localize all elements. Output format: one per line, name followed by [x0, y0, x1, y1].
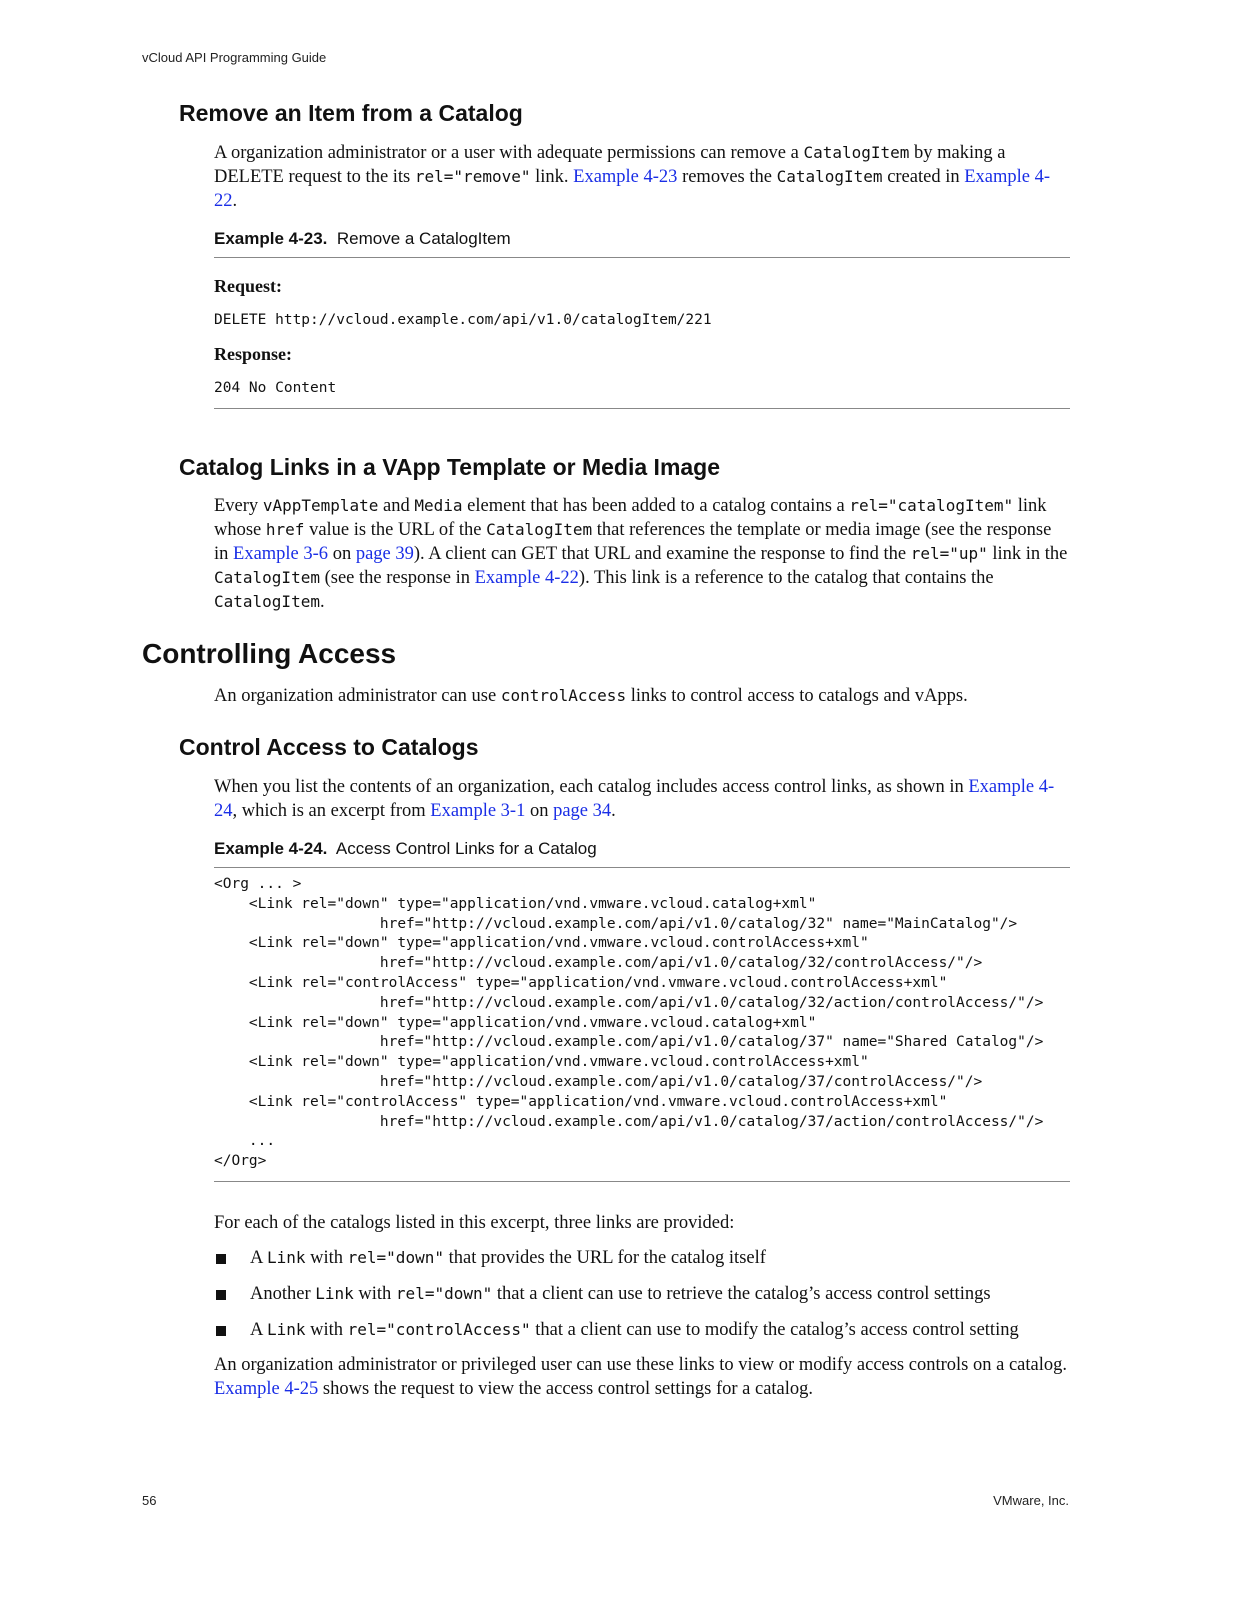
text-run: link in the	[987, 544, 1068, 564]
text-run: When you list the contents of an organization, each catalog includes access control links, as shown in	[214, 777, 969, 797]
links-intro-paragraph: For each of the catalogs listed in this excerpt, three links are provided:	[214, 1213, 735, 1233]
example-title: Remove a CatalogItem	[336, 229, 511, 248]
code-line: href="http://vcloud.example.com/api/v1.0/catalog/37/action/controlAccess/"/>	[214, 1113, 1044, 1130]
inline-code: Media	[414, 496, 463, 515]
heading-control-access-catalogs: Control Access to Catalogs	[179, 734, 479, 760]
text-run: value is the URL of the	[304, 520, 487, 540]
catalog-links-paragraph	[214, 494, 1070, 614]
code-line: <Link rel="down" type="application/vnd.vmware.vcloud.controlAccess+xml"	[214, 935, 869, 952]
inline-code: CatalogItem	[776, 167, 883, 186]
code-line: href="http://vcloud.example.com/api/v1.0/catalog/37/controlAccess/"/>	[214, 1073, 983, 1090]
text-run: ). This link is a reference to the catalog that contains the	[578, 568, 994, 588]
code-line: <Link rel="down" type="application/vnd.vmware.vcloud.catalog+xml"	[214, 1014, 817, 1031]
example-number: Example 4-24.	[214, 839, 328, 858]
code-line: <Link rel="down" type="application/vnd.vmware.vcloud.controlAccess+xml"	[214, 1054, 869, 1071]
heading-remove-item: Remove an Item from a Catalog	[179, 100, 523, 126]
inline-code: Link	[266, 1320, 306, 1339]
text-run: An organization administrator can use	[214, 686, 501, 706]
bullet-item	[214, 1282, 1070, 1318]
inline-code: CatalogItem	[486, 520, 593, 539]
code-line: href="http://vcloud.example.com/api/v1.0/catalog/32" name="MainCatalog"/>	[214, 915, 1018, 932]
inline-code: rel="controlAccess"	[347, 1320, 531, 1339]
text-run: An organization administrator or privileged user can use these links to view or modify access controls on a catalog.	[214, 1355, 1067, 1375]
cross-reference-link[interactable]: Example 3-6	[233, 544, 329, 564]
bullet-square-icon	[216, 1290, 226, 1300]
example-4-23-caption	[214, 229, 511, 249]
cross-reference-link[interactable]: Example 4-25	[214, 1379, 319, 1399]
text-run: link whose	[214, 496, 1047, 540]
inline-code: rel="catalogItem"	[849, 496, 1014, 515]
text-run: A	[250, 1320, 267, 1340]
code-line: ...	[214, 1133, 276, 1150]
text-run: A	[250, 1248, 267, 1268]
text-run: removes the	[677, 167, 777, 187]
text-run: shows the request to view the access control settings for a catalog.	[318, 1379, 814, 1399]
text-run: .	[319, 592, 325, 612]
text-run: links to control access to catalogs and vApps.	[626, 686, 968, 706]
text-run: Another	[250, 1284, 316, 1304]
code-line: <Link rel="down" type="application/vnd.vmware.vcloud.catalog+xml"	[214, 895, 817, 912]
response-code: 204 No Content	[214, 380, 337, 396]
code-line: href="http://vcloud.example.com/api/v1.0/catalog/37" name="Shared Catalog"/>	[214, 1034, 1044, 1051]
code-line: href="http://vcloud.example.com/api/v1.0/catalog/32/controlAccess/"/>	[214, 955, 983, 972]
example-number: Example 4-23.	[214, 229, 328, 248]
cross-reference-link[interactable]: Example 4-23	[573, 167, 678, 187]
text-run: that a client can use to retrieve the catalog’s access control settings	[492, 1284, 991, 1304]
bullet-item	[214, 1246, 1070, 1282]
cross-reference-link[interactable]: Example 3-1	[430, 801, 526, 821]
bullet-list	[214, 1246, 1070, 1354]
bullet-square-icon	[216, 1326, 226, 1336]
inline-code: href	[265, 520, 305, 539]
cross-reference-link[interactable]: Example 4-24	[214, 777, 1055, 821]
text-run: , which is an excerpt from	[232, 801, 431, 821]
inline-code: controlAccess	[500, 686, 627, 705]
inline-code: vAppTemplate	[262, 496, 379, 515]
code-line: href="http://vcloud.example.com/api/v1.0/catalog/32/action/controlAccess/"/>	[214, 994, 1044, 1011]
code-bottom-rule	[214, 1181, 1070, 1182]
text-run: with	[353, 1284, 396, 1304]
response-label: Response:	[214, 344, 293, 364]
example-top-rule	[214, 257, 1070, 258]
code-line: <Link rel="controlAccess" type="application/vnd.vmware.vcloud.controlAccess+xml"	[214, 974, 948, 991]
text-run: A organization administrator or a user with adequate permissions can remove a	[214, 143, 804, 163]
request-label: Request:	[214, 276, 282, 296]
cross-reference-link[interactable]: page 34	[553, 801, 612, 821]
code-block	[214, 875, 1043, 1172]
control-access-catalogs-paragraph	[214, 775, 1070, 823]
text-run: ). A client can GET that URL and examine the response to find the	[413, 544, 911, 564]
running-header: vCloud API Programming Guide	[142, 50, 327, 65]
final-paragraph	[214, 1353, 1070, 1401]
footer-publisher: VMware, Inc.	[993, 1493, 1069, 1508]
text-run: element that has been added to a catalog contains a	[462, 496, 850, 516]
text-run: Every	[214, 496, 263, 516]
inline-code: rel="down"	[347, 1248, 444, 1267]
text-run: with	[305, 1248, 348, 1268]
text-run: that provides the URL for the catalog itself	[443, 1248, 766, 1268]
request-code: DELETE http://vcloud.example.com/api/v1.0/catalogItem/221	[214, 312, 712, 328]
remove-item-paragraph	[214, 141, 1070, 213]
page-number: 56	[142, 1493, 157, 1508]
inline-code: rel="remove"	[414, 167, 531, 186]
example-title: Access Control Links for a Catalog	[335, 839, 597, 858]
inline-code: Link	[315, 1284, 354, 1303]
example-4-24-caption	[214, 839, 597, 859]
bullet-text	[250, 1246, 766, 1270]
inline-code: CatalogItem	[214, 568, 320, 587]
example-bottom-rule	[214, 408, 1070, 409]
code-line: <Link rel="controlAccess" type="application/vnd.vmware.vcloud.controlAccess+xml"	[214, 1093, 948, 1110]
text-run: that a client can use to modify the catalog’s access control setting	[530, 1320, 1019, 1340]
bullet-text	[250, 1282, 991, 1306]
inline-code: Link	[266, 1248, 306, 1267]
inline-code: CatalogItem	[803, 143, 910, 162]
text-run: link.	[530, 167, 574, 187]
text-run: created in	[882, 167, 965, 187]
text-run: on	[328, 544, 356, 564]
code-line: </Org>	[214, 1153, 267, 1170]
cross-reference-link[interactable]: page 39	[355, 544, 414, 564]
cross-reference-link[interactable]: Example 4-22	[474, 568, 579, 588]
controlling-access-paragraph	[214, 684, 1070, 708]
bullet-square-icon	[216, 1254, 226, 1264]
inline-code: rel="down"	[395, 1284, 493, 1303]
cross-reference-link[interactable]: Example 4-22	[214, 167, 1051, 211]
bullet-item	[214, 1318, 1070, 1354]
code-top-rule	[214, 867, 1070, 868]
text-run: with	[305, 1320, 348, 1340]
text-run: that references the template or media image (see the response in	[214, 520, 1052, 564]
text-run: .	[232, 191, 238, 211]
inline-code: rel="up"	[910, 544, 988, 563]
inline-code: CatalogItem	[214, 592, 320, 611]
text-run: by making a DELETE request to the its	[214, 143, 1006, 187]
heading-controlling-access: Controlling Access	[142, 638, 397, 669]
heading-catalog-links: Catalog Links in a VApp Template or Media Image	[179, 454, 721, 480]
text-run: .	[611, 801, 616, 821]
text-run: (see the response in	[319, 568, 475, 588]
code-line: <Org ... >	[214, 876, 302, 892]
text-run: on	[525, 801, 554, 821]
text-run: and	[378, 496, 415, 516]
bullet-text	[250, 1318, 1019, 1342]
